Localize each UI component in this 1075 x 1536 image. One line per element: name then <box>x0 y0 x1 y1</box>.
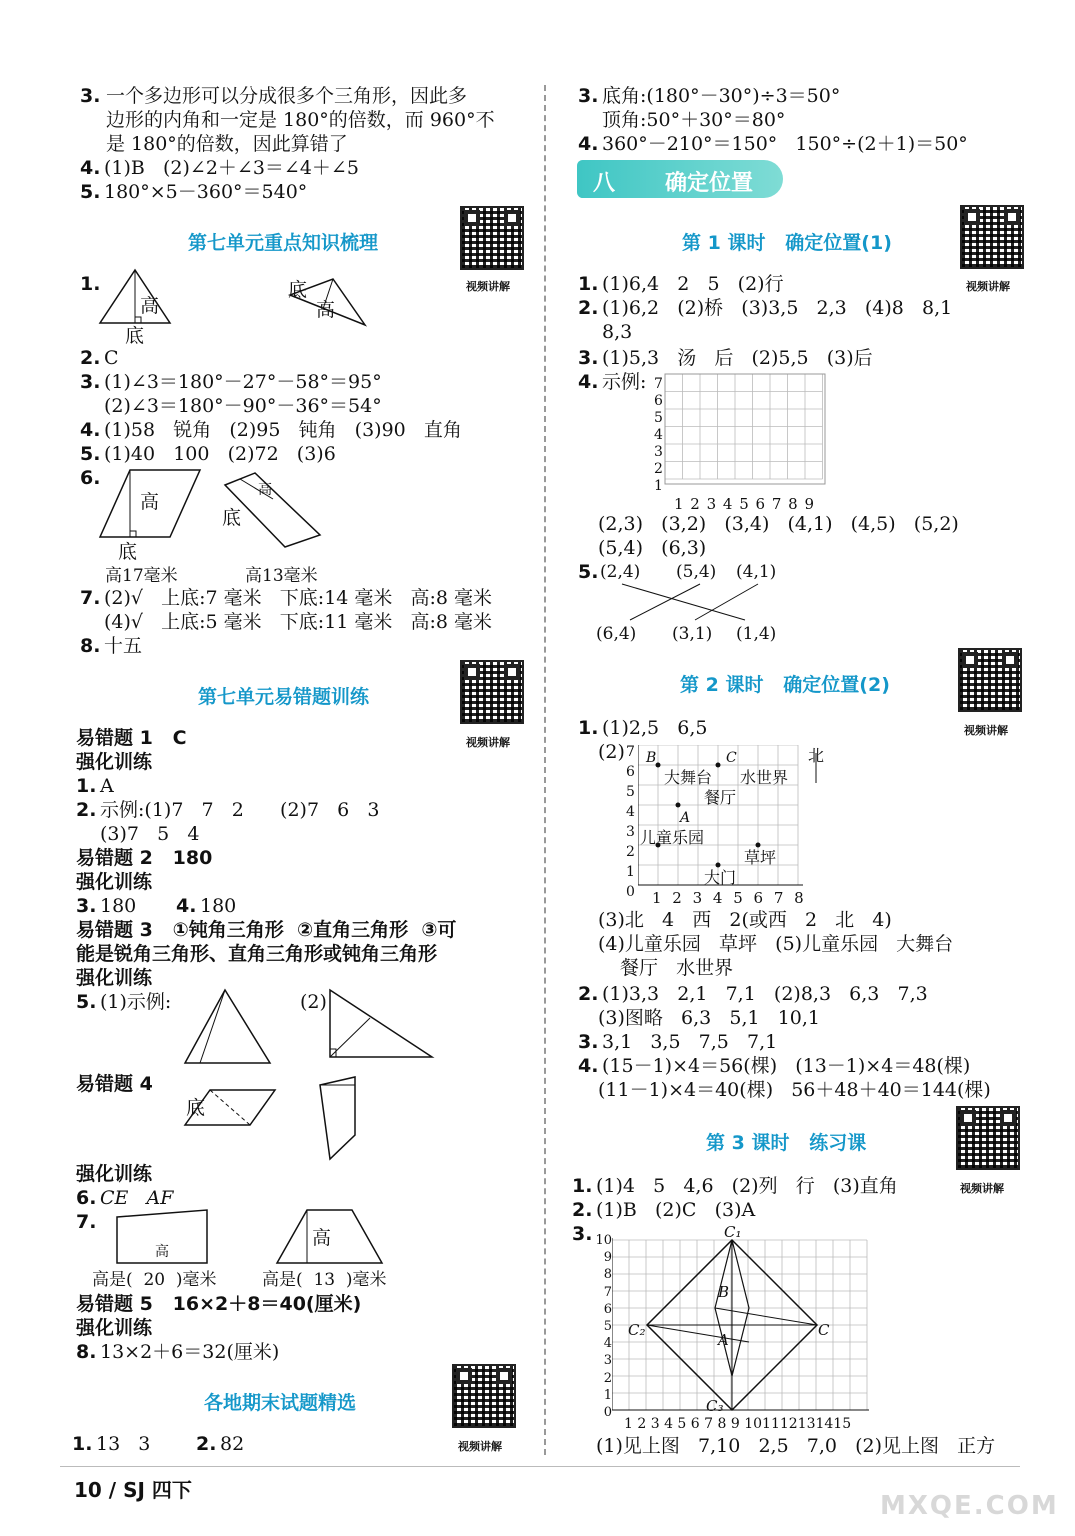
answer-text: (1)4 5 4,6 (2)列 行 (3)直角 <box>596 1175 898 1197</box>
item-number: 3. <box>578 85 599 107</box>
item-number: 2. <box>578 297 599 319</box>
training-title: 强化训练 <box>76 871 153 893</box>
item-number: 4. <box>578 1055 599 1077</box>
item-number: 1. <box>76 775 97 797</box>
answer-text: (4)儿童乐园 草坪 (5)儿童乐园 大舞台 <box>598 933 954 955</box>
answer-text: (3)北 4 西 2(或西 2 北 4) <box>598 909 892 931</box>
answer-text: 8,3 <box>602 321 633 343</box>
answer-text: (1)40 100 (2)72 (3)6 <box>104 443 336 465</box>
point-C: C <box>818 1321 830 1339</box>
y-axis-labels <box>654 376 666 495</box>
label: 高 <box>140 491 160 513</box>
qr-code[interactable] <box>960 205 1024 269</box>
item-number: 4. <box>578 371 599 393</box>
answer-text: (2)√ 上底:7 毫米 下底:14 毫米 高:8 毫米 <box>104 587 493 609</box>
answer-text: (1)示例: <box>100 991 172 1013</box>
item-number: 1. <box>72 1433 93 1455</box>
answer-text: (1)6,2 (2)桥 (3)3,5 2,3 (4)8 8,1 <box>602 297 953 319</box>
y-tick: 10 <box>595 1233 612 1248</box>
answer-text: 十五 <box>104 635 143 657</box>
qr-code[interactable] <box>460 206 524 270</box>
label: 高 <box>258 482 272 498</box>
item-number: 6. <box>76 1187 97 1209</box>
triangle-examples <box>180 985 440 1075</box>
item-number: 3. <box>578 1031 599 1053</box>
y-tick: 7 <box>626 744 635 760</box>
answer-text: C <box>104 347 119 369</box>
answer-text: 82 <box>220 1433 245 1455</box>
answer-text: 180°×5－360°＝540° <box>104 181 308 203</box>
y-tick: 7 <box>654 376 663 392</box>
place-stage: 大舞台 <box>664 768 713 787</box>
answer-text: (11－1)×4＝40(棵) 56＋48＋40＝144(棵) <box>598 1079 991 1101</box>
label: 底 <box>125 325 145 347</box>
x-axis-labels: 1 2 3 4 5 6 7 8 9 <box>674 495 816 513</box>
caption: 高是( 20 )毫米 <box>92 1270 217 1290</box>
answer-text: 是 180°的倍数，因此算错了 <box>106 133 348 155</box>
qr-code[interactable] <box>958 648 1022 712</box>
answer-text: 底角:(180°－30°)÷3＝50° <box>602 85 841 107</box>
section-title: 第七单元易错题训练 <box>198 686 370 708</box>
qr-label: 视频讲解 <box>960 1182 1004 1195</box>
answer-text: (2)∠3＝180°－90°－36°＝54° <box>104 395 382 417</box>
y-tick: 2 <box>626 844 635 860</box>
matching-lines <box>600 582 800 624</box>
item-number: 4. <box>80 157 101 179</box>
footer-rule <box>60 1466 1020 1467</box>
grid-a4 <box>650 372 830 492</box>
y-tick: 6 <box>603 1301 612 1317</box>
y-tick: 5 <box>626 784 635 800</box>
answer-text: (1)3,3 2,1 7,1 (2)8,3 6,3 7,3 <box>602 983 928 1005</box>
y-tick: 3 <box>626 824 635 840</box>
north-label: 北 <box>808 746 825 765</box>
answer-text: (1)见上图 7,10 2,5 7,0 (2)见上图 正方 <box>596 1435 996 1457</box>
y-tick: 1 <box>603 1387 612 1403</box>
answer-text: (1)6,4 2 5 (2)行 <box>602 273 784 295</box>
y-tick: 5 <box>603 1319 612 1335</box>
watermark: MXQE.COM <box>880 1491 1059 1521</box>
y-tick: 2 <box>654 461 663 477</box>
caption: 高13毫米 <box>245 566 318 586</box>
item-number: 3. <box>80 371 101 393</box>
answer-text: (1)2,5 6,5 <box>602 717 708 739</box>
y-tick: 0 <box>626 884 635 900</box>
training-title: 强化训练 <box>76 751 153 773</box>
column-divider <box>544 85 546 1455</box>
place-water: 水世界 <box>740 768 789 787</box>
item-number: 4. <box>578 133 599 155</box>
y-tick: 2 <box>603 1370 612 1386</box>
y-axis-labels <box>626 742 638 902</box>
x-axis-labels: 1 2 3 4 5 6 7 8 <box>652 889 807 907</box>
y-axis-labels <box>594 1232 612 1421</box>
item-number: 1. <box>578 717 599 739</box>
answer-text: CE AF <box>100 1187 174 1209</box>
item-number: 1. <box>578 273 599 295</box>
y-tick: 1 <box>626 864 635 880</box>
caption: 高17毫米 <box>105 566 178 586</box>
unit-title: 确定位置 <box>665 171 754 196</box>
error-title: 易错题 5 16×2＋8＝40(厘米) <box>76 1293 362 1315</box>
item-number: 5. <box>578 561 599 583</box>
training-title: 强化训练 <box>76 967 153 989</box>
y-tick: 8 <box>603 1267 612 1283</box>
qr-code[interactable] <box>452 1364 516 1428</box>
y-tick: 5 <box>654 410 663 426</box>
qr-code[interactable] <box>956 1106 1020 1170</box>
label: 底 <box>222 507 242 529</box>
answer-text: (1)58 锐角 (2)95 钝角 (3)90 直角 <box>104 419 462 441</box>
pair-bottom: (3,1) <box>672 624 713 644</box>
answer-text: 13×2＋6＝32(厘米) <box>100 1341 280 1363</box>
answer-text: (15－1)×4＝56(棵) (13－1)×4＝48(棵) <box>602 1055 971 1077</box>
y-tick: 6 <box>626 764 635 780</box>
unit-banner <box>577 160 783 198</box>
label: 高 <box>316 299 336 321</box>
x-axis-labels: 1 2 3 4 5 6 7 8 9 101112131415 <box>624 1416 852 1432</box>
label: 高 <box>312 1227 332 1249</box>
place-restaurant: 餐厅 <box>704 788 737 807</box>
error-title: 能是锐角三角形、直角三角形或钝角三角形 <box>76 943 438 965</box>
item-number: 8. <box>76 1341 97 1363</box>
y-tick: 4 <box>654 427 663 443</box>
point-C1: C₁ <box>724 1223 742 1241</box>
item-number: 2. <box>80 347 101 369</box>
item-number: 3. <box>578 347 599 369</box>
item-number: 7. <box>80 587 101 609</box>
item-number: 3. <box>572 1223 593 1245</box>
pair-bottom: (6,4) <box>596 624 637 644</box>
answer-text: 180 <box>100 895 137 917</box>
place-lawn: 草坪 <box>744 848 777 867</box>
label: 高 <box>155 1244 169 1260</box>
item-number: 2. <box>578 983 599 1005</box>
item-number: 3. <box>76 895 97 917</box>
error-title: 易错题 1 C <box>76 727 187 749</box>
answer-text: 180 <box>200 895 237 917</box>
answer-text: (2) <box>300 991 327 1013</box>
answer-text: A <box>100 775 114 797</box>
qr-label: 视频讲解 <box>466 280 510 293</box>
y-tick: 0 <box>603 1405 612 1421</box>
caption: 高是( 13 )毫米 <box>262 1270 387 1290</box>
answer-text: 13 3 <box>96 1433 151 1455</box>
qr-code[interactable] <box>460 660 524 724</box>
point-B: B <box>646 750 657 766</box>
section-title: 第七单元重点知识梳理 <box>188 232 379 254</box>
error-title: 易错题 4 <box>76 1073 153 1095</box>
item-number: 3. <box>80 85 101 107</box>
error-title: 易错题 2 180 <box>76 847 213 869</box>
y-tick: 3 <box>654 444 663 460</box>
label: 底 <box>288 279 308 301</box>
item-number: 2. <box>196 1433 217 1455</box>
item-number: 7. <box>76 1211 97 1233</box>
answer-text: 顶角:50°＋30°＝80° <box>602 109 786 131</box>
page-footer: 10 / SJ 四下 <box>74 1478 192 1502</box>
item-number: 8. <box>80 635 101 657</box>
item-number: 1. <box>80 273 101 295</box>
label: 高 <box>140 295 160 317</box>
answer-text: 360°－210°＝150° 150°÷(2＋1)＝50° <box>602 133 968 155</box>
place-gate: 大门 <box>704 868 737 887</box>
qr-label: 视频讲解 <box>458 1440 502 1453</box>
y-tick: 4 <box>626 804 635 820</box>
item-number: 2. <box>572 1199 593 1221</box>
pair-bottom: (1,4) <box>736 624 777 644</box>
answer-text: (3)图略 6,3 5,1 10,1 <box>598 1007 821 1029</box>
place-kids: 儿童乐园 <box>640 828 705 847</box>
lesson-title: 第 2 课时 确定位置(2) <box>680 674 890 696</box>
point-C: C <box>726 750 737 766</box>
answer-text: 边形的内角和一定是 180°的倍数，而 960°不 <box>106 109 495 131</box>
label: 底 <box>186 1097 206 1119</box>
answer-text: (2,3) (3,2) (3,4) (4,1) (4,5) (5,2) <box>598 513 959 535</box>
y-tick: 9 <box>603 1250 612 1266</box>
label: 底 <box>118 541 138 563</box>
item-number: 4. <box>176 895 197 917</box>
y-tick: 7 <box>603 1284 612 1300</box>
section-title: 各地期末试题精选 <box>204 1392 357 1414</box>
item-number: 2. <box>76 799 97 821</box>
y-tick: 4 <box>603 1336 612 1352</box>
item-number: 5. <box>80 181 101 203</box>
answer-text: 示例: <box>602 371 647 393</box>
quadrilateral-figures <box>180 1075 380 1165</box>
qr-label: 视频讲解 <box>964 724 1008 737</box>
answer-text: (3)7 5 4 <box>100 823 200 845</box>
point-C2: C₂ <box>628 1321 646 1339</box>
item-number: 1. <box>572 1175 593 1197</box>
qr-label: 视频讲解 <box>966 280 1010 293</box>
error-title: 易错题 3 ①钝角三角形 ②直角三角形 ③可 <box>76 919 457 941</box>
y-tick: 6 <box>654 393 663 409</box>
y-tick: 1 <box>654 478 663 494</box>
item-number: 5. <box>76 991 97 1013</box>
answer-text: (2) <box>598 741 625 763</box>
answer-text: (5,4) (6,3) <box>598 537 707 559</box>
training-title: 强化训练 <box>76 1317 153 1339</box>
pair-top: (2,4) <box>600 562 641 582</box>
answer-text: (1)5,3 汤 后 (2)5,5 (3)后 <box>602 347 873 369</box>
answer-text: (1)B (2)∠2＋∠3＝∠4＋∠5 <box>104 157 359 179</box>
grid-square-diagram <box>612 1238 874 1413</box>
point-B: B <box>718 1283 730 1301</box>
answer-text: 餐厅 水世界 <box>620 957 734 979</box>
point-A: A <box>718 1331 729 1349</box>
qr-label: 视频讲解 <box>466 736 510 749</box>
training-title: 强化训练 <box>76 1163 153 1185</box>
answer-text: 示例:(1)7 7 2 (2)7 6 3 <box>100 799 380 821</box>
lesson-title: 第 1 课时 确定位置(1) <box>682 232 892 254</box>
item-number: 6. <box>80 467 101 489</box>
answer-text: 一个多边形可以分成很多个三角形，因此多 <box>106 85 468 107</box>
item-number: 4. <box>80 419 101 441</box>
answer-text: (4)√ 上底:5 毫米 下底:11 毫米 高:8 毫米 <box>104 611 493 633</box>
unit-number: 八 <box>593 171 616 196</box>
lesson-title: 第 3 课时 练习课 <box>706 1132 867 1154</box>
answer-text: (1)B (2)C (3)A <box>596 1199 756 1221</box>
item-number: 5. <box>80 443 101 465</box>
pair-top: (5,4) <box>676 562 717 582</box>
y-tick: 3 <box>603 1353 612 1369</box>
answer-text: (1)∠3＝180°－27°－58°＝95° <box>104 371 382 393</box>
point-A: A <box>680 810 691 826</box>
pair-top: (4,1) <box>736 562 777 582</box>
point-C3: C₃ <box>706 1397 724 1415</box>
answer-text: 3,1 3,5 7,5 7,1 <box>602 1031 778 1053</box>
